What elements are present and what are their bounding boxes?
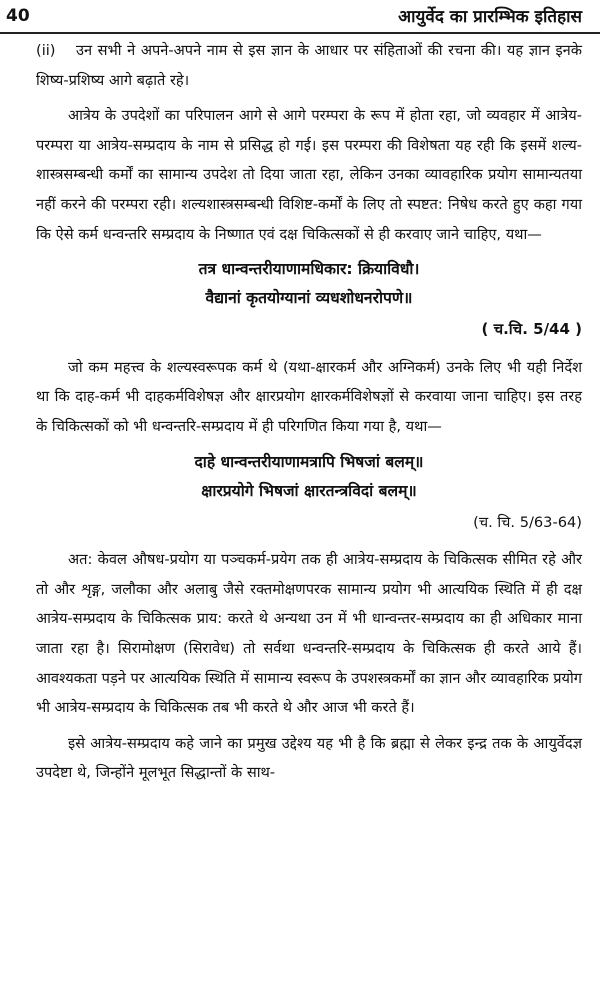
page-number: 40 [6,6,30,26]
paragraph-3: अत: केवल औषध-प्रयोग या पञ्चकर्म-प्रयेग तक ही आत्रेय-सम्प्रदाय के चिकित्सक सीमित रहे और तो और शृङ्ग, जलौका और अलाबु जैसे रक्तमोक्षणपरक सामान्य प्रयोग भी आत्ययिक स्थिति में ही दक्ष आत्रेय-सम्प्रदाय के चिकित्सक प्राय: करते थे अन्यथा उन में भी धान्वन्तर-सम्प्रदाय का ही अधिकार माना जाता रहा है। सिरामोक्षण (सिरावेध) तो सर्वथा धन्वन्तरि-सम्प्रदाय के चिकित्सक ही करते आये हैं। आवश्यकता पड़ने पर आत्ययिक स्थिति में सामान्य स्वरूप के उपशस्त्रकर्मों का ज्ञान और व्यावहारिक प्रयोग भी आत्रेय-सम्प्रदाय के चिकित्सक तब भी करते थे और आज भी करते हैं। [36,551,582,717]
paragraph-4: इसे आत्रेय-सम्प्रदाय कहे जाने का प्रमुख उद्देश्य यह भी है कि ब्रह्मा से लेकर इन्द्र तक के आयुर्वेदज्ञ उपदेष्टा थे, जिन्होंने मूलभूत सिद्धान्तों के साथ- [36,734,582,782]
running-title: आयुर्वेद का प्रारम्भिक इतिहास [398,7,582,27]
verse-2-citation: (च. चि. 5/63-64) [473,513,582,531]
paragraph-1: आत्रेय के उपदेशों का परिपालन आगे से आगे परम्परा के रूप में होता रहा, जो व्यवहार में आत्रेय-परम्परा या आत्रेय-सम्प्रदाय के नाम से प्रसिद्ध हो गई। इस परम्परा की विशेषता यह रही कि इसमें शल्य-शास्त्रसम्बन्धी कर्मों का सामान्य उपदेश तो दिया जाता रहा, लेकिन उनका व्यावहारिक प्रयोग सामान्यतया नहीं करने की परम्परा रही। शल्यशास्त्रसम्बन्धी विशिष्ट-कर्मों के लिए तो स्पष्टत: निषेध करते हुए कहा गया कि ऐसे कर्म धन्वन्तरि सम्प्रदाय के निष्णात एवं दक्ष चिकित्सकों से ही करवाए जाने चाहिए, यथा— [36,107,582,243]
verse-1 [36,255,582,313]
item-label: (ii) [36,42,56,59]
list-item-ii [36,36,582,95]
verse-1-citation: ( च.चि. 5/44 ) [481,320,582,339]
item-text: उन सभी ने अपने-अपने नाम से इस ज्ञान के आधार पर संहिताओं की रचना की। यह ज्ञान इनके शिष्य-प्रशिष्य आगे बढ़ाते रहे। [36,42,582,89]
page-body [36,36,582,788]
page-header [0,4,600,30]
paragraph-2: जो कम महत्त्व के शल्यस्वरूपक कर्म थे (यथा-क्षारकर्म और अग्निकर्म) उनके लिए भी यही निर्देश था कि दाह-कर्म भी दाहकर्मविशेषज्ञ और क्षारप्रयोग क्षारकर्मविशेषज्ञों से करवाया जाना चाहिए। इस तरह के चिकित्सकों को भी धन्वन्तरि-सम्प्रदाय में ही परिगणित किया गया है, यथा— [36,358,582,435]
verse-2-line-1: दाहे धान्वन्तरीयाणामत्रापि भिषजां बलम्॥ [194,452,424,471]
verse-1-line-2: वैद्यानां कृतयोग्यानां व्यधशोधनरोपणे॥ [205,289,413,308]
header-rule [0,32,600,34]
verse-1-line-1: तत्र धान्वन्तरीयाणामधिकार: क्रियाविधौ। [198,260,420,279]
verse-2 [36,448,582,506]
verse-2-line-2: क्षारप्रयोगे भिषजां क्षारतन्त्रविदां बलम्॥ [201,481,417,500]
